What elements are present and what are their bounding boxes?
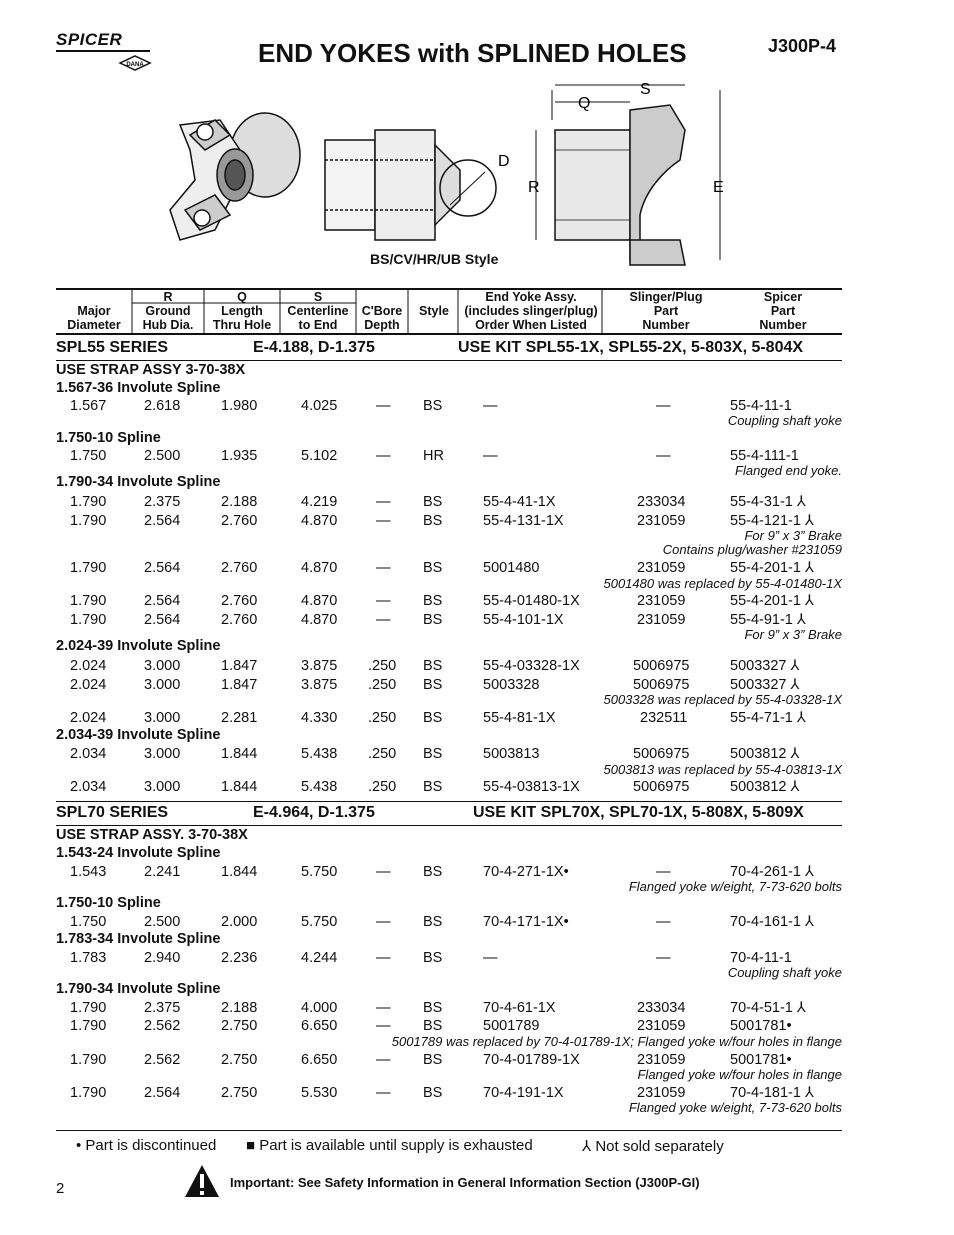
- col-spicer: Spicer Part Number: [759, 290, 807, 332]
- col-r: R Ground Hub Dia.: [142, 290, 194, 332]
- yoke-section-drawing: [536, 85, 720, 265]
- dim-d-label: D: [498, 153, 510, 170]
- series-kit: USE KIT SPL55-1X, SPL55-2X, 5-803X, 5-804X: [458, 339, 804, 356]
- diagram-caption: BS/CV/HR/UB Style: [370, 251, 499, 267]
- group-title: 1.543-24 Involute Spline: [56, 845, 221, 861]
- col-s: S Centerline to End: [287, 290, 349, 332]
- logo-underline: [56, 50, 150, 52]
- page-number: 2: [56, 1180, 65, 1197]
- legend-supply: ■ Part is available until supply is exhausted: [246, 1137, 533, 1154]
- legend-rule: [56, 1130, 842, 1131]
- strap-note: USE STRAP ASSY 3-70-38X: [56, 362, 246, 378]
- dim-q-label: Q: [578, 95, 591, 112]
- col-assy: End Yoke Assy. (includes slinger/plug) Order When Listed: [464, 290, 598, 332]
- dana-badge-icon: [118, 54, 152, 72]
- yoke-side-drawing: [325, 130, 496, 240]
- group-title: 2.034-39 Involute Spline: [56, 727, 221, 743]
- col-cbore: C'Bore Depth: [361, 304, 403, 332]
- spicer-logo: SPICER: [56, 30, 123, 49]
- series-name: SPL55 SERIES: [56, 339, 169, 356]
- dim-e-label: E: [713, 179, 724, 196]
- group-title: 2.024-39 Involute Spline: [56, 638, 221, 654]
- series-spec: E-4.188, D-1.375: [253, 339, 375, 356]
- series-spec: E-4.964, D-1.375: [253, 804, 375, 821]
- group-title: 1.567-36 Involute Spline: [56, 380, 221, 396]
- svg-text:DANA: DANA: [126, 62, 144, 68]
- series-kit: USE KIT SPL70X, SPL70-1X, 5-808X, 5-809X: [473, 804, 804, 821]
- yoke-isometric-drawing: [170, 113, 300, 240]
- strap-note: USE STRAP ASSY. 3-70-38X: [56, 827, 248, 843]
- group-title: 1.790-34 Involute Spline: [56, 981, 221, 997]
- header-grid: [56, 288, 842, 334]
- group-title: 1.783-34 Involute Spline: [56, 931, 221, 947]
- col-style: Style: [419, 304, 449, 318]
- group-title: 1.750-10 Spline: [56, 895, 161, 911]
- table-header-rule: [56, 333, 842, 335]
- yoke-diagram: [160, 80, 740, 280]
- safety-warning: Important: See Safety Information in General Information Section (J300P-GI): [230, 1175, 700, 1190]
- dim-s-label: S: [640, 81, 651, 98]
- col-major-diameter: Major Diameter: [67, 304, 121, 332]
- page-title: END YOKES with SPLINED HOLES: [258, 38, 687, 68]
- section-divider: [56, 801, 842, 802]
- dim-r-label: R: [528, 179, 540, 196]
- legend-discontinued: • Part is discontinued: [76, 1137, 217, 1154]
- col-slinger: Slinger/Plug Part Number: [629, 290, 703, 332]
- legend-not-sold: ⅄ Not sold separately: [582, 1138, 724, 1155]
- group-title: 1.790-34 Involute Spline: [56, 474, 221, 490]
- series-rule: [56, 825, 842, 826]
- series-rule: [56, 360, 842, 361]
- page-id: J300P-4: [768, 36, 837, 56]
- group-title: 1.750-10 Spline: [56, 430, 161, 446]
- warning-icon: [183, 1163, 221, 1199]
- col-q: Q Length Thru Hole: [212, 290, 272, 332]
- series-name: SPL70 SERIES: [56, 804, 169, 821]
